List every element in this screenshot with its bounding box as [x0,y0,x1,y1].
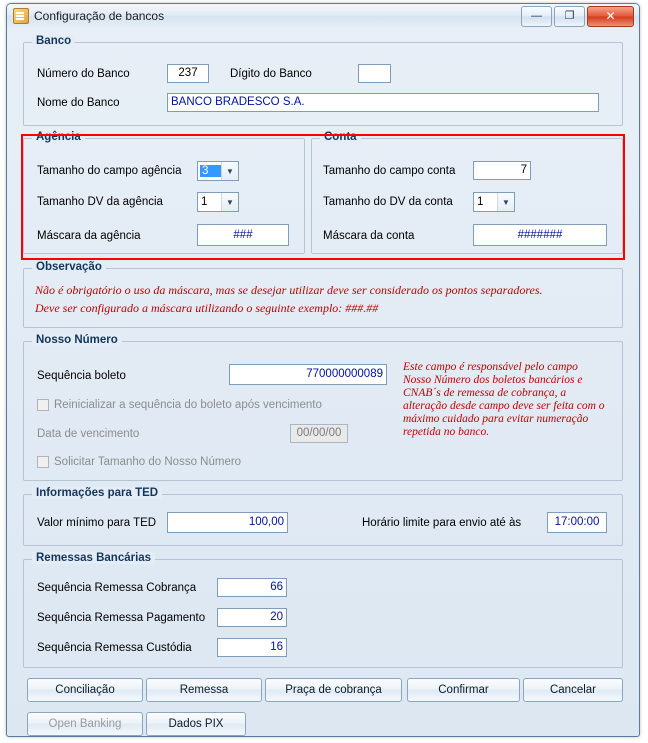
conciliacao-button-label: Conciliação [55,684,115,696]
group-banco [23,35,623,126]
label-tamanho-campo-conta: Tamanho do campo conta [323,165,456,177]
label-valor-minimo-ted: Valor mínimo para TED [37,517,157,529]
label-remessa-custodia: Sequência Remessa Custódia [37,642,192,654]
label-tamanho-campo-agencia: Tamanho do campo agência [37,165,182,177]
observacao-line-2: Deve ser configurado a máscara utilizando o seguinte exemplo: ###.## [35,301,379,315]
input-remessa-cobranca[interactable]: 66 [217,578,287,597]
checkbox-reinicializar-label: Reinicializar a sequência do boleto após vencimento [54,399,322,411]
open-banking-button[interactable] [27,712,143,736]
label-digito-banco: Dígito do Banco [230,68,312,80]
praca-cobranca-button[interactable] [265,678,402,702]
label-remessa-cobranca: Sequência Remessa Cobrança [37,582,197,594]
label-mascara-conta: Máscara da conta [323,230,415,242]
nosso-numero-note: Este campo é responsável pelo campo Nosso Número dos boletos bancários e CNAB´s de remessa de cobrança, a alteração desde campo deve ser feita com o máximo cuidado para evitar numeração repetida no banco. [403,361,605,438]
observacao-line-1: Não é obrigatório o uso da máscara, mas se desejar utilizar deve ser considerado os pontos separadores. [35,283,543,297]
input-numero-banco[interactable]: 237 [167,64,209,83]
group-agencia-title: Agência [32,131,85,143]
title-bar [7,4,639,28]
cancelar-button[interactable] [523,678,623,702]
config-bancos-window [6,3,640,737]
label-mascara-agencia: Máscara da agência [37,230,141,242]
checkbox-solicitar-label: Solicitar Tamanho do Nosso Número [54,456,242,468]
maximize-icon: ❐ [564,9,575,22]
select-tamanho-dv-conta[interactable] [473,192,515,212]
label-tamanho-dv-agencia: Tamanho DV da agência [37,196,163,208]
group-banco-title: Banco [32,35,75,47]
select-tamanho-campo-agencia-value: 3 [200,165,221,177]
input-digito-banco[interactable] [358,64,391,83]
label-sequencia-boleto: Sequência boleto [37,370,126,382]
select-tamanho-campo-agencia[interactable] [197,161,239,181]
checkbox-icon [37,399,49,411]
chevron-down-icon: ▼ [221,193,238,211]
input-nome-banco[interactable]: BANCO BRADESCO S.A. [167,93,599,112]
input-data-vencimento[interactable]: 00/00/00 [290,424,348,443]
window-client-area [7,28,639,736]
label-nome-banco: Nome do Banco [37,97,120,109]
confirmar-button-label: Confirmar [438,684,489,696]
group-nosso-numero-title: Nosso Número [32,334,122,346]
group-remessas-title: Remessas Bancárias [32,552,155,564]
group-observacao [23,261,623,328]
label-tamanho-dv-conta: Tamanho do DV da conta [323,196,453,208]
input-sequencia-boleto[interactable]: 770000000089 [229,364,387,385]
group-observacao-title: Observação [32,261,106,273]
select-tamanho-dv-agencia[interactable] [197,192,239,212]
select-tamanho-dv-conta-value: 1 [477,196,484,208]
input-mascara-agencia[interactable]: ### [197,224,289,246]
label-numero-banco: Número do Banco [37,68,130,80]
conciliacao-button[interactable] [27,678,143,702]
confirmar-button[interactable] [407,678,520,702]
maximize-button[interactable] [554,6,585,27]
chevron-down-icon: ▼ [221,162,238,180]
input-mascara-conta[interactable]: ####### [473,224,607,246]
input-remessa-pagamento[interactable]: 20 [217,608,287,627]
close-button[interactable] [587,6,634,27]
close-icon: ✕ [605,9,616,23]
input-tamanho-campo-conta[interactable]: 7 [473,161,531,180]
praca-cobranca-button-label: Praça de cobrança [285,684,382,696]
minimize-button[interactable] [521,6,552,27]
label-remessa-pagamento: Sequência Remessa Pagamento [37,612,206,624]
remessa-button-label: Remessa [179,684,229,696]
dados-pix-button[interactable] [146,712,246,736]
select-tamanho-dv-agencia-value: 1 [201,196,208,208]
checkbox-reinicializar-sequencia[interactable] [37,399,322,411]
cancelar-button-label: Cancelar [549,684,597,696]
open-banking-button-label: Open Banking [48,718,122,730]
group-ted-title: Informações para TED [32,487,162,499]
input-horario-limite[interactable]: 17:00:00 [547,512,607,533]
chevron-down-icon: ▼ [497,193,514,211]
window-title: Configuração de bancos [34,9,165,23]
app-icon [13,8,29,24]
checkbox-icon [37,456,49,468]
checkbox-solicitar-tamanho[interactable] [37,456,241,468]
input-valor-minimo-ted[interactable]: 100,00 [167,512,288,533]
minimize-icon: — [531,9,542,22]
input-remessa-custodia[interactable]: 16 [217,638,287,657]
label-horario-limite: Horário limite para envio até às [362,517,522,529]
dados-pix-button-label: Dados PIX [168,718,224,730]
group-conta-title: Conta [320,131,361,143]
label-data-vencimento: Data de vencimento [37,428,140,440]
remessa-button[interactable] [146,678,262,702]
window-controls [521,6,634,27]
